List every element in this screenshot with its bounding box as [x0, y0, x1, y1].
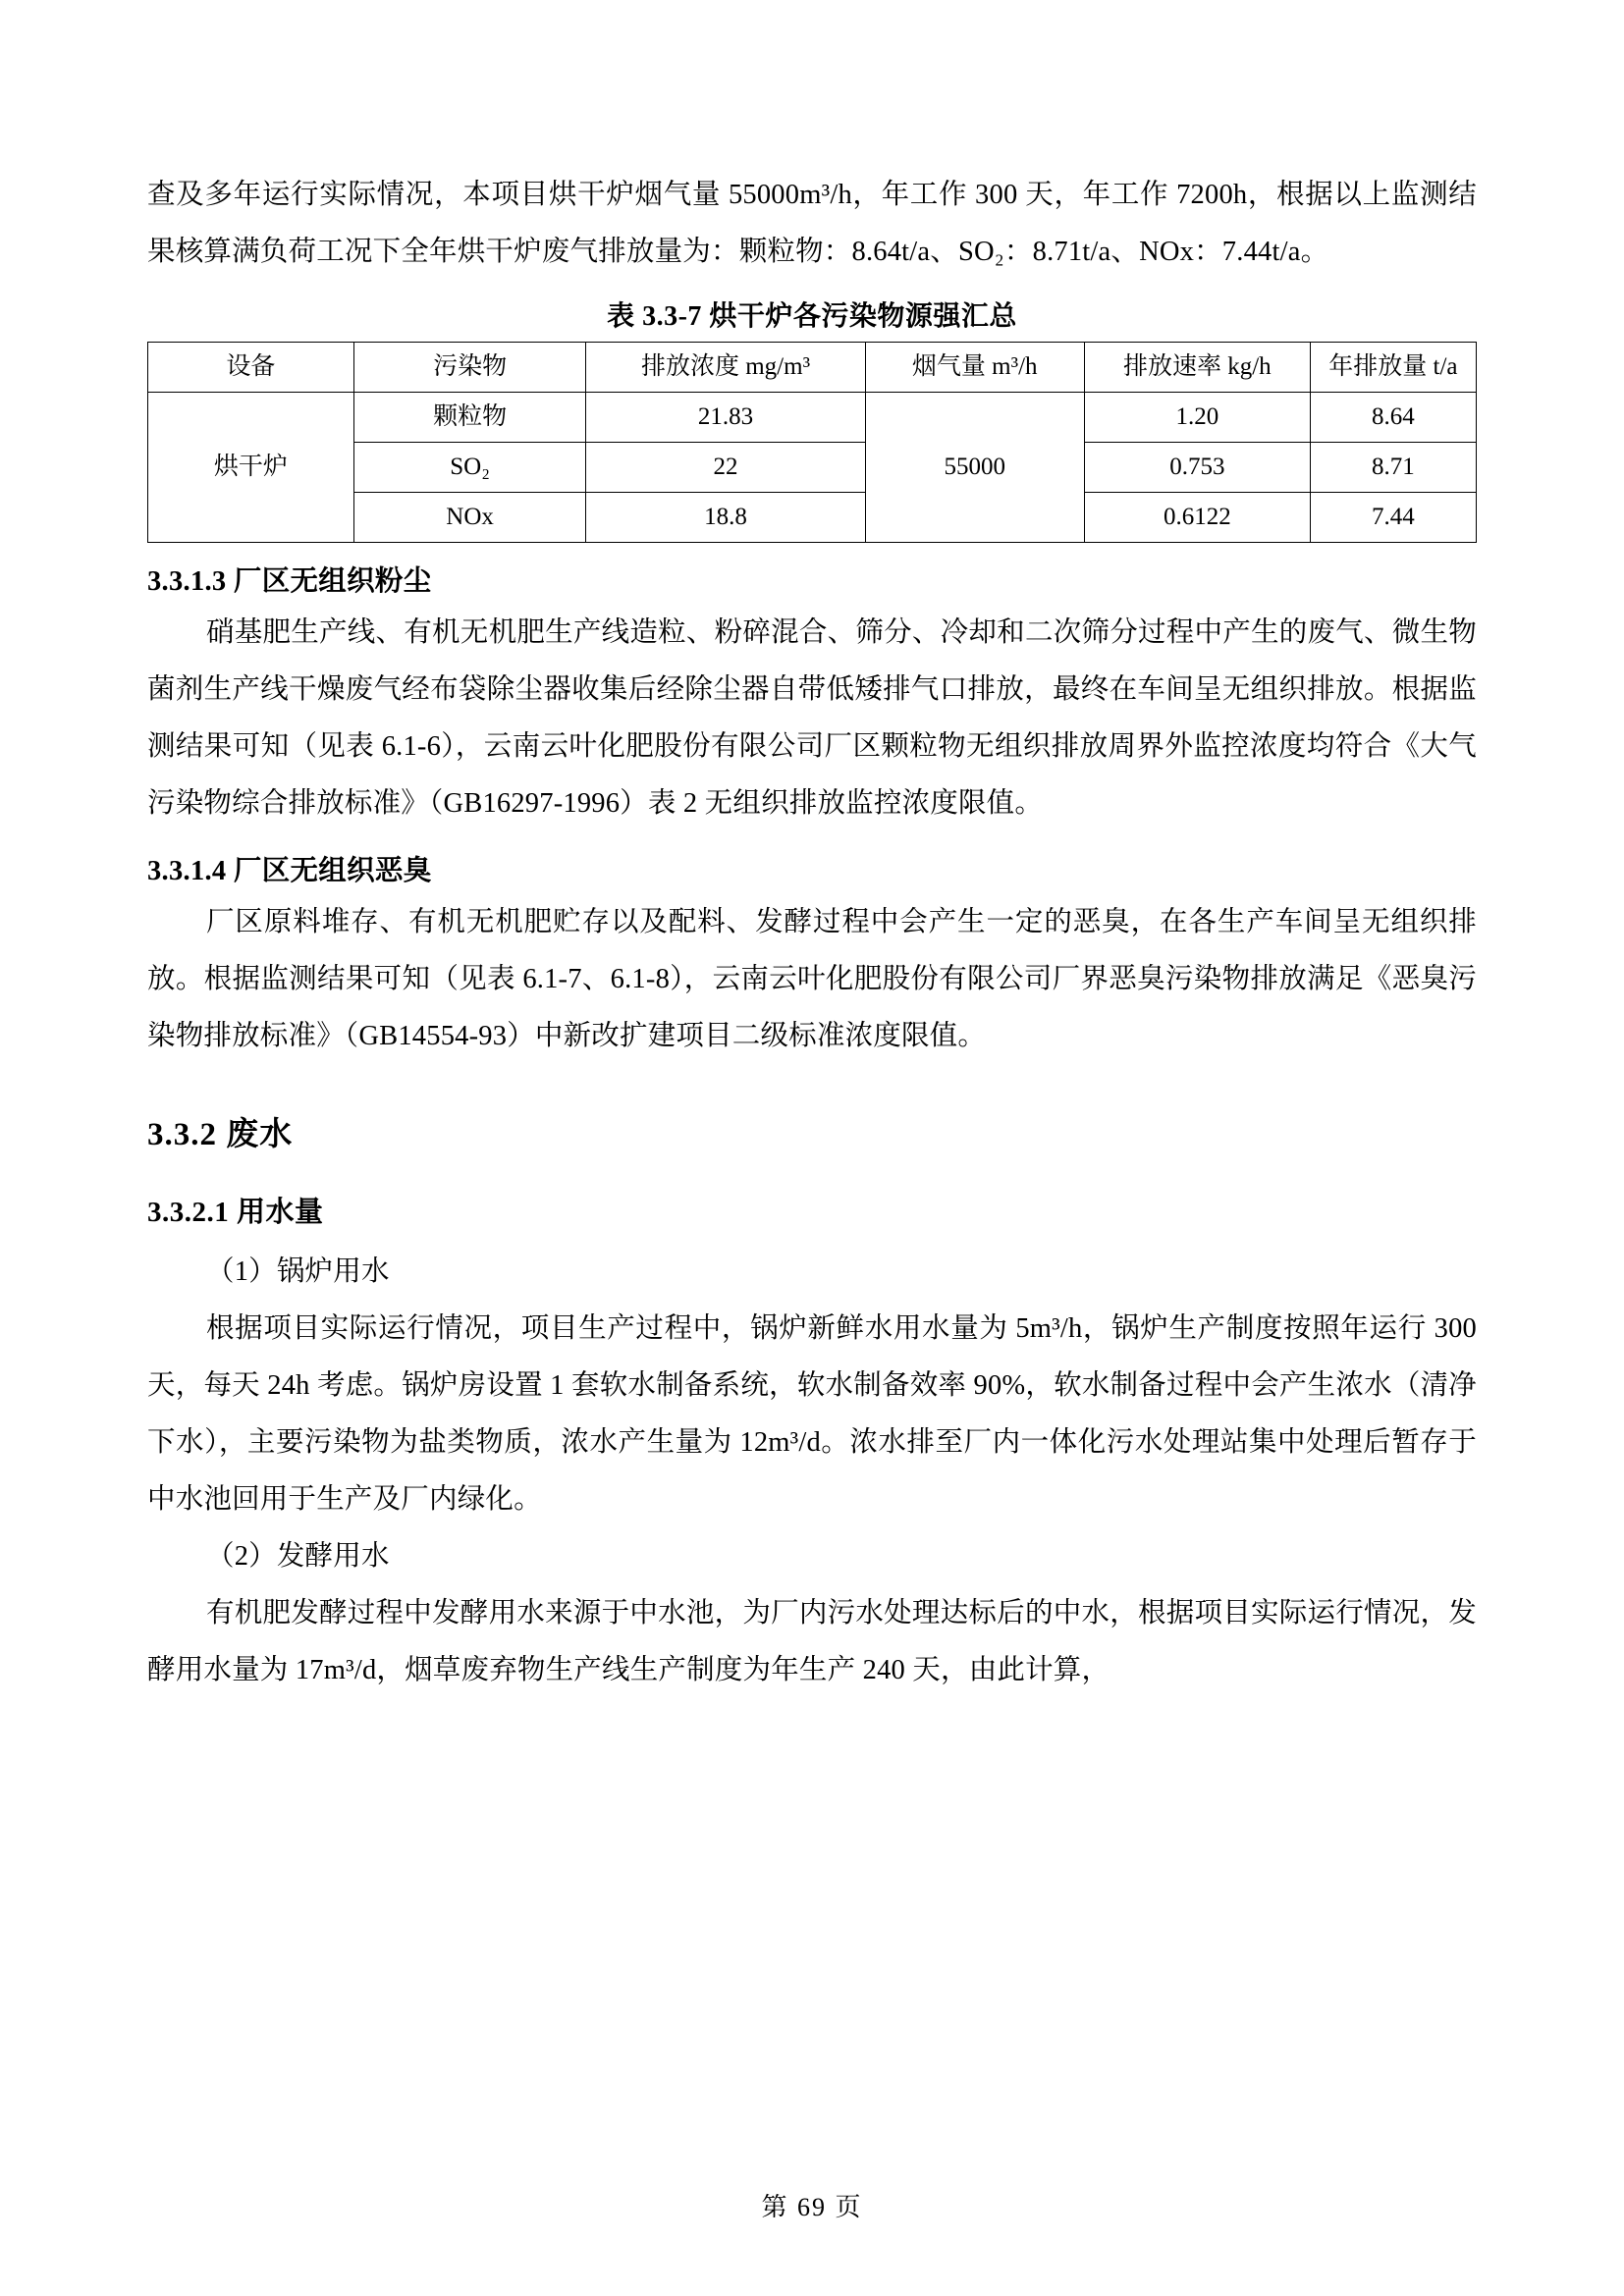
item2-body: 有机肥发酵过程中发酵用水来源于中水池，为厂内污水处理达标后的中水，根据项目实际运行情况，发酵用水量为 17m³/d，烟草废弃物生产线生产制度为年生产 240 天，由此计算， — [147, 1598, 1477, 1685]
pollutant-summary-table — [147, 342, 1477, 543]
cell-pollutant: 颗粒物 — [353, 393, 586, 443]
table-header-row — [148, 343, 1477, 393]
cell-annual-emission: 8.71 — [1310, 443, 1476, 493]
th-pollutant: 污染物 — [353, 343, 586, 393]
page-footer: 第 69 页 — [761, 2193, 863, 2221]
th-flue-gas: 烟气量 m³/h — [865, 343, 1084, 393]
th-concentration: 排放浓度 mg/m³ — [586, 343, 865, 393]
paragraph-3-3-1-3: 硝基肥生产线、有机无机肥生产线造粒、粉碎混合、筛分、冷却和二次筛分过程中产生的废气、微生物菌剂生产线干燥废气经布袋除尘器收集后经除尘器自带低矮排气口排放，最终在车间呈无组织排放。根据监测结果可知（见表 6.1-6），云南云叶化肥股份有限公司厂区颗粒物无组织排放周界外监控浓度均符合《大气污染物综合排放标准》（GB16297-1996）表 2 无组织排放监控浓度限值。 — [147, 617, 1477, 819]
cell-concentration: 22 — [586, 443, 865, 493]
cell-pollutant: NOx — [353, 493, 586, 543]
item2-title: （2）发酵用水 — [206, 1541, 390, 1572]
paragraph-3-3-1-4: 厂区原料堆存、有机无机肥贮存以及配料、发酵过程中会产生一定的恶臭，在各生产车间呈无组织排放。根据监测结果可知（见表 6.1-7、6.1-8），云南云叶化肥股份有限公司厂界恶臭污染物排放满足《恶臭污染物排放标准》（GB14554-93）中新改扩建项目二级标准浓度限值。 — [147, 907, 1477, 1051]
cell-device: 烘干炉 — [148, 393, 354, 543]
heading-3-3-2-1: 3.3.2.1 用水量 — [147, 1197, 324, 1228]
cell-concentration: 21.83 — [586, 393, 865, 443]
item1-title: （1）锅炉用水 — [206, 1256, 390, 1287]
cell-concentration: 18.8 — [586, 493, 865, 543]
table-row — [148, 393, 1477, 443]
heading-3-3-1-4: 3.3.1.4 厂区无组织恶臭 — [147, 856, 432, 886]
cell-flue-gas: 55000 — [865, 393, 1084, 543]
th-annual-emission: 年排放量 t/a — [1310, 343, 1476, 393]
cell-emission-rate: 1.20 — [1084, 393, 1310, 443]
table-caption: 表 3.3-7 烘干炉各污染物源强汇总 — [607, 301, 1017, 332]
cell-pollutant: SO₂ — [353, 443, 586, 493]
heading-3-3-1-3: 3.3.1.3 厂区无组织粉尘 — [147, 566, 432, 597]
cell-annual-emission: 8.64 — [1310, 393, 1476, 443]
th-device: 设备 — [148, 343, 354, 393]
cell-emission-rate: 0.6122 — [1084, 493, 1310, 543]
heading-3-3-2: 3.3.2 废水 — [147, 1117, 294, 1152]
cell-annual-emission: 7.44 — [1310, 493, 1476, 543]
th-emission-rate: 排放速率 kg/h — [1084, 343, 1310, 393]
item1-body: 根据项目实际运行情况，项目生产过程中，锅炉新鲜水用水量为 5m³/h，锅炉生产制度按照年运行 300 天，每天 24h 考虑。锅炉房设置 1 套软水制备系统，软水制备效率 90%，软水制备过程中会产生浓水（清净下水），主要污染物为盐类物质，浓水产生量为 12m³/d。浓水排至厂内一体化污水处理站集中处理后暂存于中水池回用于生产及厂内绿化。 — [147, 1313, 1477, 1515]
cell-emission-rate: 0.753 — [1084, 443, 1310, 493]
intro-paragraph: 查及多年运行实际情况，本项目烘干炉烟气量 55000m³/h，年工作 300 天，年工作 7200h，根据以上监测结果核算满负荷工况下全年烘干炉废气排放量为：颗粒物：8.64t/a、SO₂：8.71t/a、NOx：7.44t/a。 — [147, 180, 1477, 267]
